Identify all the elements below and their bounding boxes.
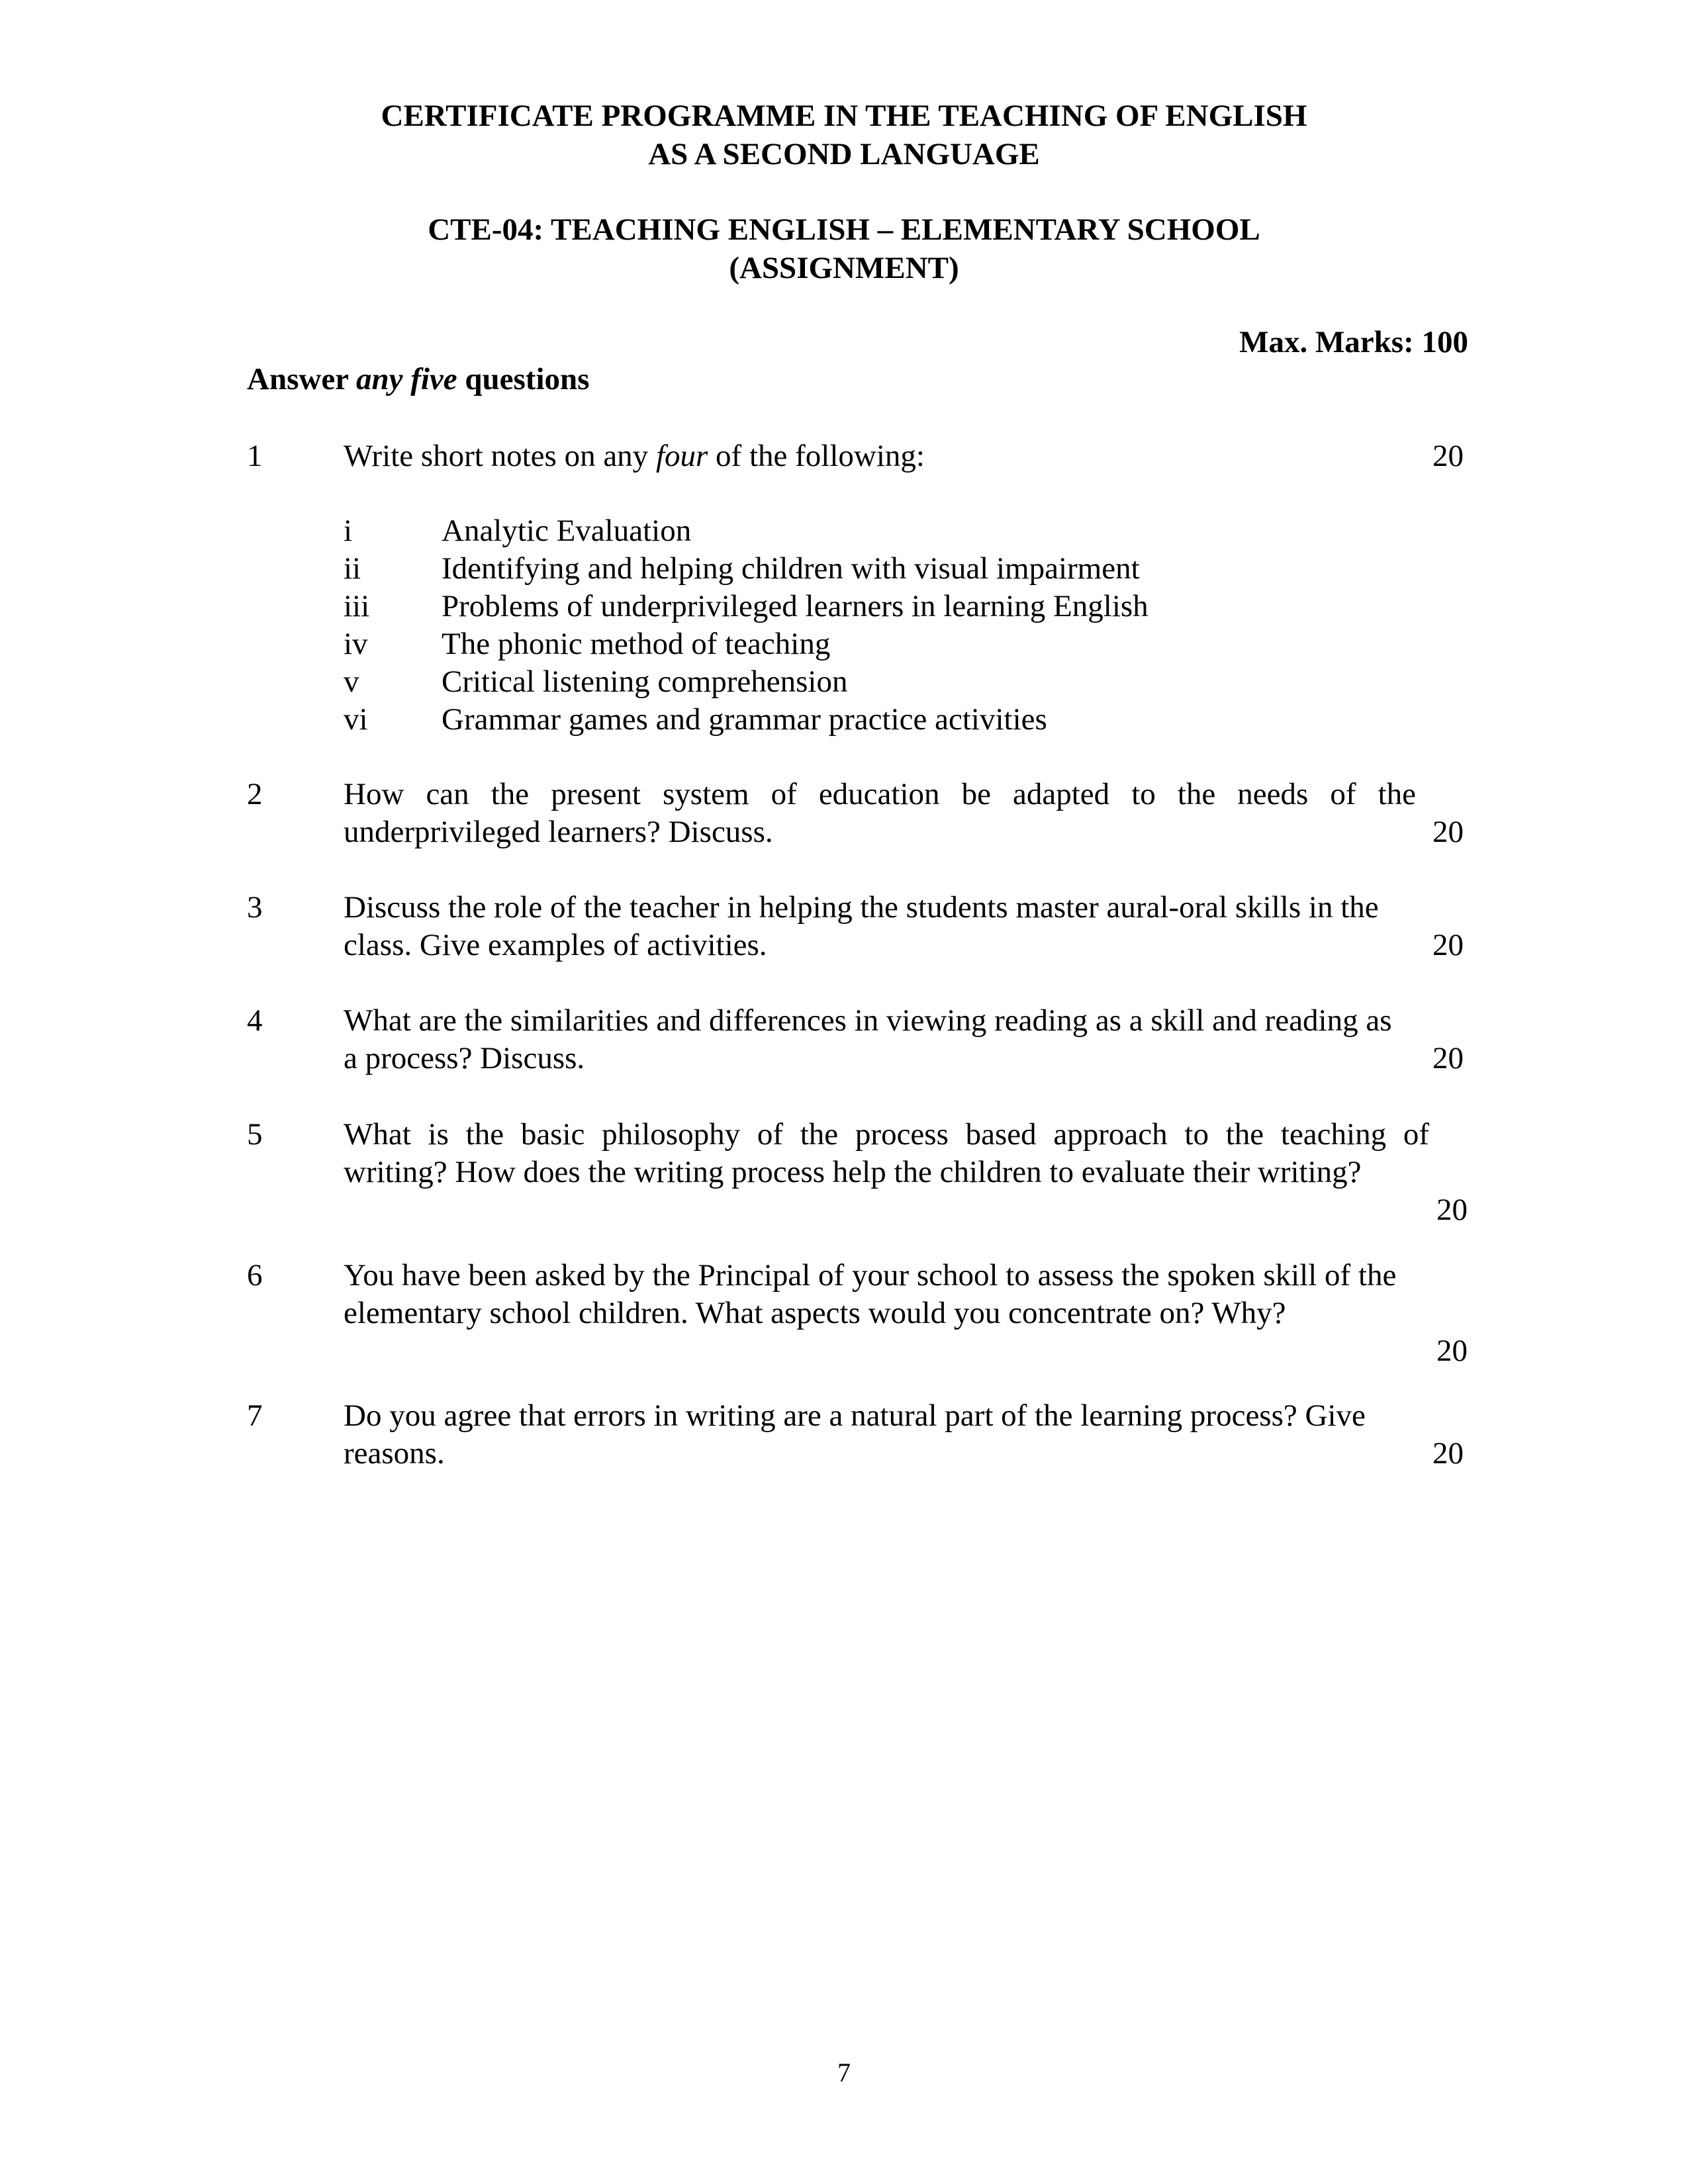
question-line: You have been asked by the Principal of your school to assess the spoken skill of the [344,1258,1397,1293]
subitem-text: Identifying and helping children with visual impairment [442,551,1140,586]
instruction-suffix: questions [457,362,590,396]
question-line: a process? Discuss. [344,1041,585,1075]
subitem-numeral: iii [344,589,370,623]
question-marks: 20 [1432,815,1464,849]
question-number: 5 [247,1117,263,1152]
question-text-suffix: of the following: [708,439,925,473]
question-text [344,889,1464,964]
programme-title [0,97,1688,173]
question-text-prefix: Write short notes on any [344,439,656,473]
subitem-text: Analytic Evaluation [442,514,692,548]
programme-title-line1: CERTIFICATE PROGRAMME IN THE TEACHING OF ENGLISH [381,99,1307,133]
question-line: writing? How does the writing process help the children to evaluate their writing? [344,1155,1362,1189]
subitem-numeral: iv [344,627,368,661]
course-title-line1: CTE-04: TEACHING ENGLISH – ELEMENTARY SCHOOL [428,212,1260,247]
subitem-numeral: vi [344,702,368,737]
question-line: class. Give examples of activities. [344,928,767,962]
question-line: What is the basic philosophy of the process based approach to the teaching of [344,1117,1429,1152]
question-number: 1 [247,439,263,473]
question-marks: 20 [1432,1436,1464,1471]
question-text [344,1002,1464,1077]
subitem-text: The phonic method of teaching [442,627,831,661]
subitem-text: Grammar games and grammar practice activities [442,702,1047,737]
question-text [344,437,1464,475]
question-text [344,776,1416,851]
subitem-text: Critical listening comprehension [442,664,848,699]
question-line: Discuss the role of the teacher in helping the students master aural-oral skills in the [344,890,1379,925]
question-marks: 20 [1432,928,1464,962]
subitem-numeral: ii [344,551,361,586]
subitem-numeral: i [344,514,353,548]
question-text-emphasis: four [655,439,708,473]
question-line: What are the similarities and differences in viewing reading as a skill and reading as [344,1003,1392,1038]
question-number: 4 [247,1003,263,1038]
question-line: elementary school children. What aspects would you concentrate on? Why? [344,1296,1286,1330]
question-number: 6 [247,1258,263,1293]
question-line: Do you agree that errors in writing are a natural part of the learning process? Give [344,1398,1366,1433]
question-marks: 20 [1432,439,1464,473]
question-line: How can the present system of education be adapted to the needs of the [344,777,1416,811]
question-number: 7 [247,1398,263,1433]
programme-title-line2: AS A SECOND LANGUAGE [648,137,1040,171]
page-number: 7 [837,2058,851,2087]
question-number: 2 [247,777,263,811]
question-line: underprivileged learners? Discuss. [344,815,773,849]
question-text [344,1257,1464,1332]
question-text [344,1116,1429,1191]
subitem-numeral: v [344,664,359,699]
question-marks: 20 [1436,1193,1468,1227]
max-marks: Max. Marks: 100 [1239,325,1468,359]
question-text [344,1397,1464,1473]
subitem-text: Problems of underprivileged learners in learning English [442,589,1149,623]
course-title-line2: (ASSIGNMENT) [729,251,959,285]
question-number: 3 [247,890,263,925]
question-marks: 20 [1432,1041,1464,1075]
course-title [0,210,1688,287]
instruction [247,361,589,397]
question-marks: 20 [1436,1334,1468,1368]
question-line: reasons. [344,1436,445,1471]
instruction-emphasis: any five [355,362,457,396]
instruction-prefix: Answer [247,362,356,396]
